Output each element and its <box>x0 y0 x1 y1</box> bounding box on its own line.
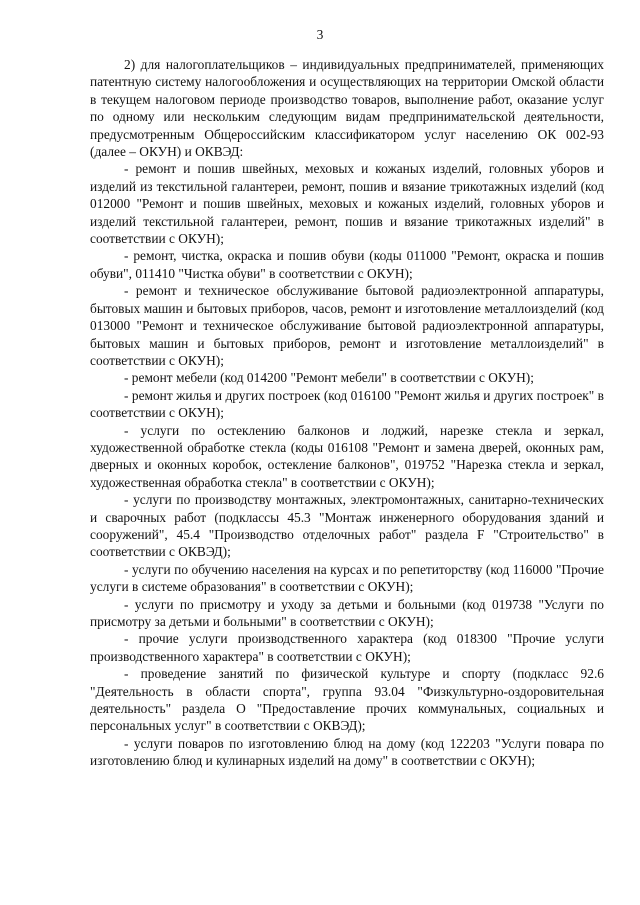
paragraph-intro: 2) для налогоплательщиков – индивидуальных предпринимателей, применяющих патентную систему налогообложения и осуществляющих на территории Омской области в текущем налоговом периоде производство товаров, выполнение работ, оказание услуг по одному или нескольким следующим видам предпринимательской деятельности, предусмотренным Общероссийским классификатором услуг населению ОК 002-93 (далее – ОКУН) и ОКВЭД: <box>90 57 604 160</box>
page-number: 3 <box>316 27 324 42</box>
paragraph-item: - услуги поваров по изготовлению блюд на дому (код 122203 "Услуги повара по изготовлению блюд и кулинарных изделий на дому" в соответствии с ОКУН); <box>90 735 604 769</box>
paragraph-item: - ремонт и техническое обслуживание бытовой радиоэлектронной аппаратуры, бытовых машин и бытовых приборов, часов, ремонт и изготовление металлоизделий (код 013000 "Ремонт и техническое обслуживание бытовой радиоэлектронной аппаратуры, бытовых машин и бытовых приборов, ремонт и изготовление металлоизделий" в соответствии с ОКУН); <box>90 283 604 368</box>
paragraph-item: - проведение занятий по физической культуре и спорту (подкласс 92.6 "Деятельность в области спорта", группа 93.04 "Физкультурно-оздоровительная деятельность" раздела О "Предоставление прочих коммунальных, социальных и персональных услуг" в соответствии с ОКВЭД); <box>90 666 604 734</box>
paragraph-item: - услуги по присмотру и уходу за детьми и больными (код 019738 "Услуги по присмотру за детьми и больными" в соответствии с ОКУН); <box>90 596 604 629</box>
paragraph-item: - ремонт мебели (код 014200 "Ремонт мебели" в соответствии с ОКУН); <box>124 370 534 386</box>
paragraph-item: - услуги по остеклению балконов и лоджий, нарезке стекла и зеркал, художественной обработке стекла (коды 016108 "Ремонт и замена дверей, оконных рам, дверных и оконных коробок, остекление балконов", 019752 "Нарезка стекла и зеркал, художественная обработка стекла" в соответствии с ОКУН); <box>90 422 604 490</box>
paragraph-item: - ремонт, чистка, окраска и пошив обуви (коды 011000 "Ремонт, окраска и пошив обуви", 011410 "Чистка обуви" в соответствии с ОКУН); <box>90 248 604 281</box>
paragraph-item: - ремонт жилья и других построек (код 016100 "Ремонт жилья и других построек" в соответствии с ОКУН); <box>90 387 604 421</box>
paragraph-item: - прочие услуги производственного характера (код 018300 "Прочие услуги производственного характера" в соответствии с ОКУН); <box>90 631 604 664</box>
paragraph-item: - ремонт и пошив швейных, меховых и кожаных изделий, головных уборов и изделий из текстильной галантереи, ремонт, пошив и вязание трикотажных изделий (код 012000 "Ремонт и пошив швейных, меховых и кожаных изделий, головных уборов и изделий текстильной галантереи, ремонт, пошив и вязание трикотажных изделий" в соответствии с ОКУН); <box>90 161 604 247</box>
paragraph-item: - услуги по обучению населения на курсах и по репетиторству (код 116000 "Прочие услуги в системе образования" в соответствии с ОКУН); <box>90 561 604 595</box>
document-body <box>90 56 604 770</box>
paragraph-item: - услуги по производству монтажных, электромонтажных, санитарно-технических и сварочных работ (подклассы 45.3 "Монтаж инженерного оборудования зданий и сооружений", 45.4 "Производство отделочных работ" раздела F "Строительство" в соответствии с ОКВЭД); <box>90 492 604 560</box>
